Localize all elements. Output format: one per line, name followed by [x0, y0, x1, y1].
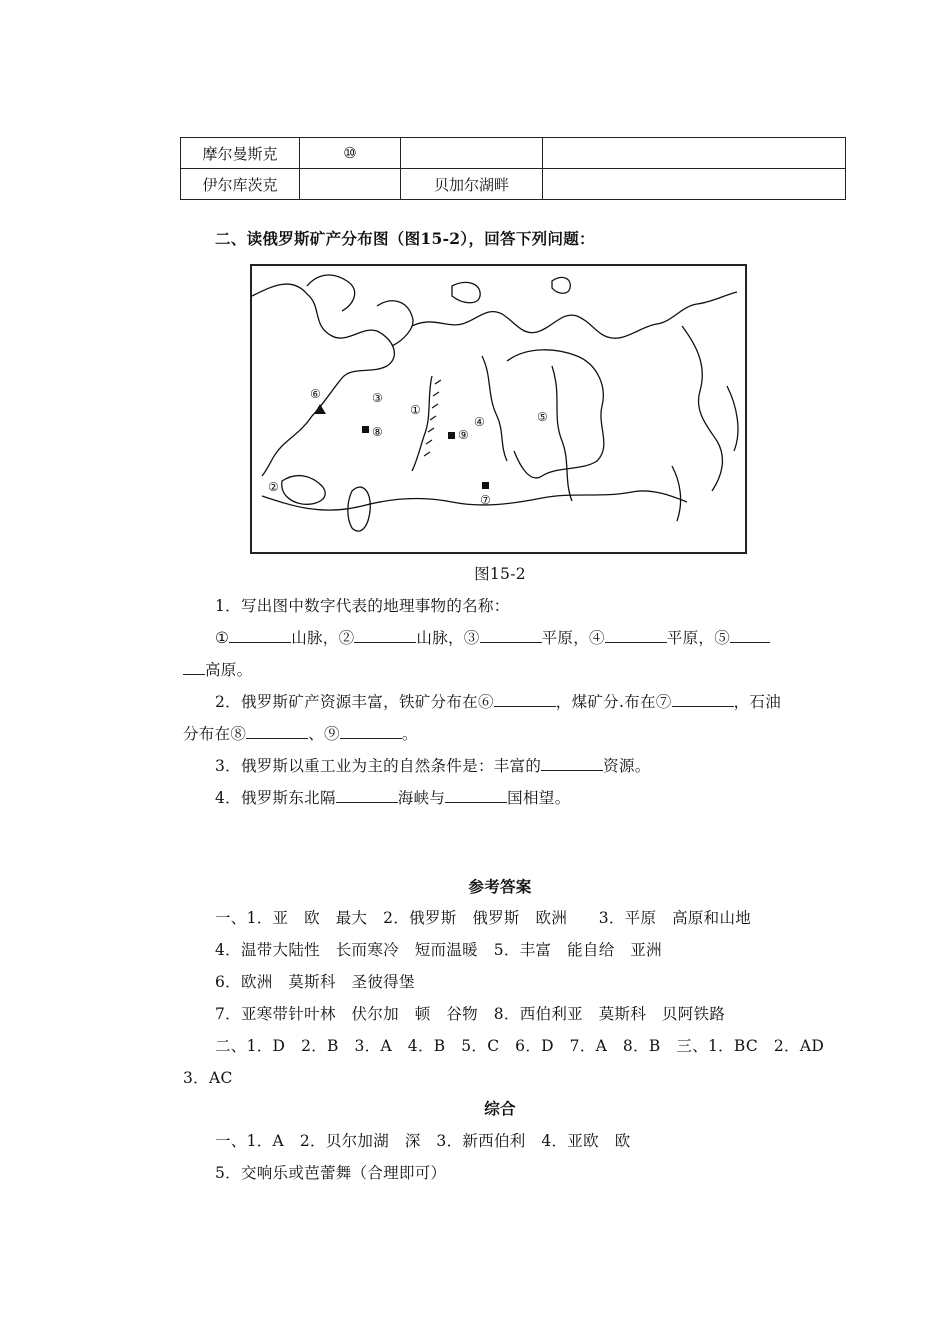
iron-ore-symbol [314, 404, 326, 414]
q2-part: ，煤矿分.布在⑦ [555, 693, 672, 711]
q1-intro: 1．写出图中数字代表的地理事物的名称： [215, 597, 510, 615]
city-cell: 摩尔曼斯克 [181, 138, 300, 169]
answer-line: 4．温带大陆性 长而寒冷 短而温暖 5．丰富 能自给 亚洲 [215, 941, 662, 959]
location-cell [401, 138, 543, 169]
answer-blank[interactable] [246, 723, 308, 739]
map-drawing [252, 266, 745, 552]
answer-line: 一、1．亚 欧 最大 2．俄罗斯 俄罗斯 欧洲 3．平原 高原和山地 [215, 909, 752, 927]
map-label-7: ⑦ [480, 493, 491, 507]
answer-blank[interactable] [480, 627, 542, 643]
answer-blank[interactable] [336, 787, 398, 803]
q1-part: 平原，⑤ [666, 629, 731, 647]
feature-cell [543, 138, 846, 169]
q1-part: 高原。 [205, 661, 253, 679]
answer-blank[interactable] [541, 755, 603, 771]
q3-line [215, 754, 651, 776]
summary-line: 一、1．A 2．贝尔加湖 深 3．新西伯利 4．亚欧 欧 [215, 1132, 631, 1150]
q2-part: 分布在⑧ [183, 725, 247, 743]
answer-blank[interactable] [229, 627, 291, 643]
summary-line: 5．交响乐或芭蕾舞（合理即可） [215, 1164, 447, 1182]
answer-blank[interactable] [494, 691, 556, 707]
answer-blank[interactable] [605, 627, 667, 643]
answer-line: 3．AC [183, 1069, 233, 1087]
answer-line: 7．亚寒带针叶林 伏尔加 顿 谷物 8．西伯利亚 莫斯科 贝阿铁路 [215, 1005, 726, 1023]
q1-line-cont [183, 658, 252, 680]
map-label-8: ⑧ [372, 425, 383, 439]
coal-symbol [482, 482, 489, 489]
figure-caption: 图15-2 [474, 565, 526, 583]
q1-part: 山脉，② [291, 629, 355, 647]
q3-part: 3．俄罗斯以重工业为主的自然条件是：丰富的 [215, 757, 542, 775]
q1-line [215, 626, 770, 648]
q2-part: 。 [401, 725, 418, 743]
russia-mineral-map [250, 264, 747, 554]
answers-title: 参考答案 [468, 877, 532, 896]
q1-part: 平原，④ [541, 629, 605, 647]
answer-blank[interactable] [445, 787, 507, 803]
number-cell: ⑩ [300, 138, 401, 169]
q4-line [215, 786, 570, 808]
q1-part: 山脉，③ [416, 629, 480, 647]
table-row [181, 169, 846, 200]
map-label-3: ③ [372, 391, 383, 405]
location-cell: 贝加尔湖畔 [401, 169, 543, 200]
section2-heading: 二、读俄罗斯矿产分布图（图15-2），回答下列问题： [215, 229, 595, 248]
map-label-6: ⑥ [310, 387, 321, 401]
q3-part: 资源。 [603, 757, 651, 775]
oil-symbol [448, 432, 455, 439]
map-label-1: ① [410, 403, 421, 417]
q4-part: 4．俄罗斯东北隔 [215, 789, 336, 807]
city-cell: 伊尔库茨克 [181, 169, 300, 200]
summary-title: 综合 [484, 1099, 516, 1118]
q1-part: ① [215, 629, 230, 647]
cities-table [180, 137, 846, 200]
q2-part: 2．俄罗斯矿产资源丰富，铁矿分布在⑥ [215, 693, 494, 711]
answer-blank[interactable] [354, 627, 416, 643]
answer-blank[interactable] [730, 627, 770, 643]
q2-line-cont [183, 722, 418, 744]
number-cell [300, 169, 401, 200]
q2-part: ，石油 [733, 693, 781, 711]
q2-line [215, 690, 781, 712]
answer-line: 6．欧洲 莫斯科 圣彼得堡 [215, 973, 415, 991]
answer-line: 二、1．D 2．B 3．A 4．B 5．C 6．D 7．A 8．B 三、1．BC 2．AD [215, 1037, 825, 1055]
oil-symbol [362, 426, 369, 433]
map-label-2: ② [268, 480, 279, 494]
q4-part: 海峡与 [397, 789, 446, 807]
answer-blank[interactable] [183, 659, 205, 675]
q4-part: 国相望。 [507, 789, 571, 807]
q2-part: 、⑨ [308, 725, 340, 743]
answer-blank[interactable] [672, 691, 734, 707]
feature-cell [543, 169, 846, 200]
map-label-5: ⑤ [537, 410, 548, 424]
map-label-4: ④ [474, 415, 485, 429]
table-row [181, 138, 846, 169]
map-label-9: ⑨ [458, 428, 469, 442]
answer-blank[interactable] [340, 723, 402, 739]
